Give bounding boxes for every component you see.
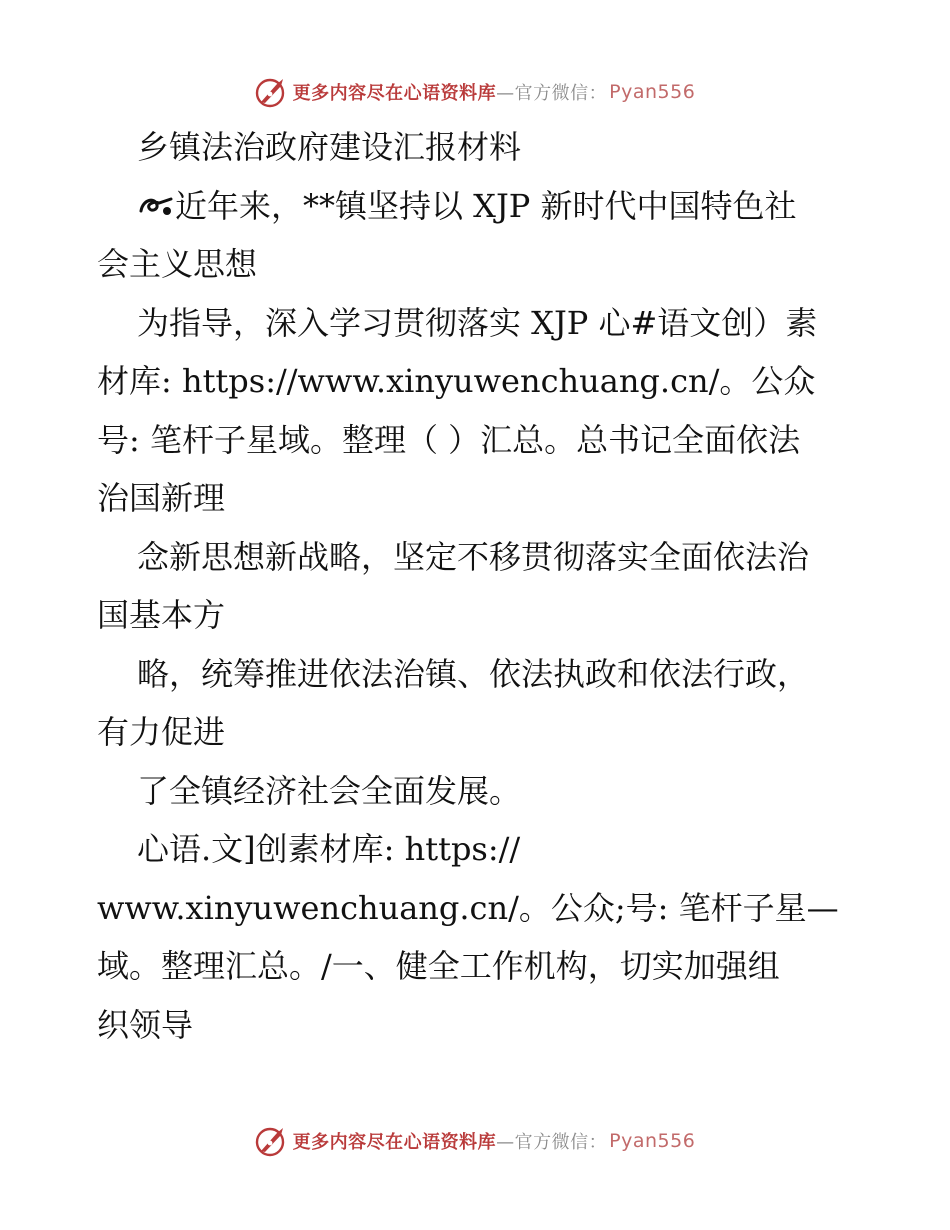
banner-wechat-id: Pyan556 bbox=[609, 81, 696, 103]
paragraph-line: 了全镇经济社会全面发展。 bbox=[137, 771, 522, 810]
pen-nib-logo-icon bbox=[255, 75, 289, 109]
banner-wechat-id: Pyan556 bbox=[609, 1130, 696, 1152]
document-title: 乡镇法治政府建设汇报材料 bbox=[137, 128, 522, 166]
banner-text: 更多内容尽在心语资料库 bbox=[292, 1132, 497, 1153]
decorative-swirl-icon bbox=[137, 189, 175, 221]
pen-nib-logo-icon bbox=[255, 1124, 289, 1158]
paragraph-line: 治国新理 bbox=[97, 479, 226, 517]
paragraph-line: 材库: https://www.xinyuwenchuang.cn/。公众 bbox=[97, 362, 816, 400]
paragraph-line bbox=[97, 177, 857, 236]
paragraph-line: 有力促进 bbox=[97, 713, 226, 751]
footer-banner bbox=[0, 1121, 950, 1161]
paragraph-line: 会主义思想 bbox=[97, 245, 258, 283]
paragraph-text: 近年来，**镇坚持以 XJP 新时代中国特色社 bbox=[175, 186, 797, 225]
paragraph-line: 念新思想新战略，坚定不移贯彻落实全面依法治 bbox=[137, 537, 810, 576]
banner-text: 更多内容尽在心语资料库 bbox=[292, 83, 497, 104]
banner-separator: —官方微信： bbox=[496, 1132, 608, 1153]
document-body bbox=[97, 118, 857, 1054]
paragraph-line: www.xinyuwenchuang.cn/。公众;号: 笔杆子星— bbox=[97, 888, 839, 927]
header-banner bbox=[0, 72, 950, 112]
paragraph-line: 为指导，深入学习贯彻落实 XJP 心#语文创）素 bbox=[137, 303, 818, 342]
paragraph-line: 略，统筹推进依法治镇、依法执政和依法行政， bbox=[137, 654, 810, 693]
paragraph-line: 号: 笔杆子星域。整理（ ）汇总。总书记全面依法 bbox=[97, 420, 801, 459]
paragraph-line: 织领导 bbox=[97, 1005, 194, 1044]
paragraph-line: 国基本方 bbox=[97, 596, 226, 634]
paragraph-line: 域。整理汇总。/一、健全工作机构，切实加强组 bbox=[97, 947, 780, 985]
paragraph-line: 心语.文]创素材库: https:// bbox=[137, 830, 521, 868]
banner-separator: —官方微信： bbox=[496, 83, 608, 104]
